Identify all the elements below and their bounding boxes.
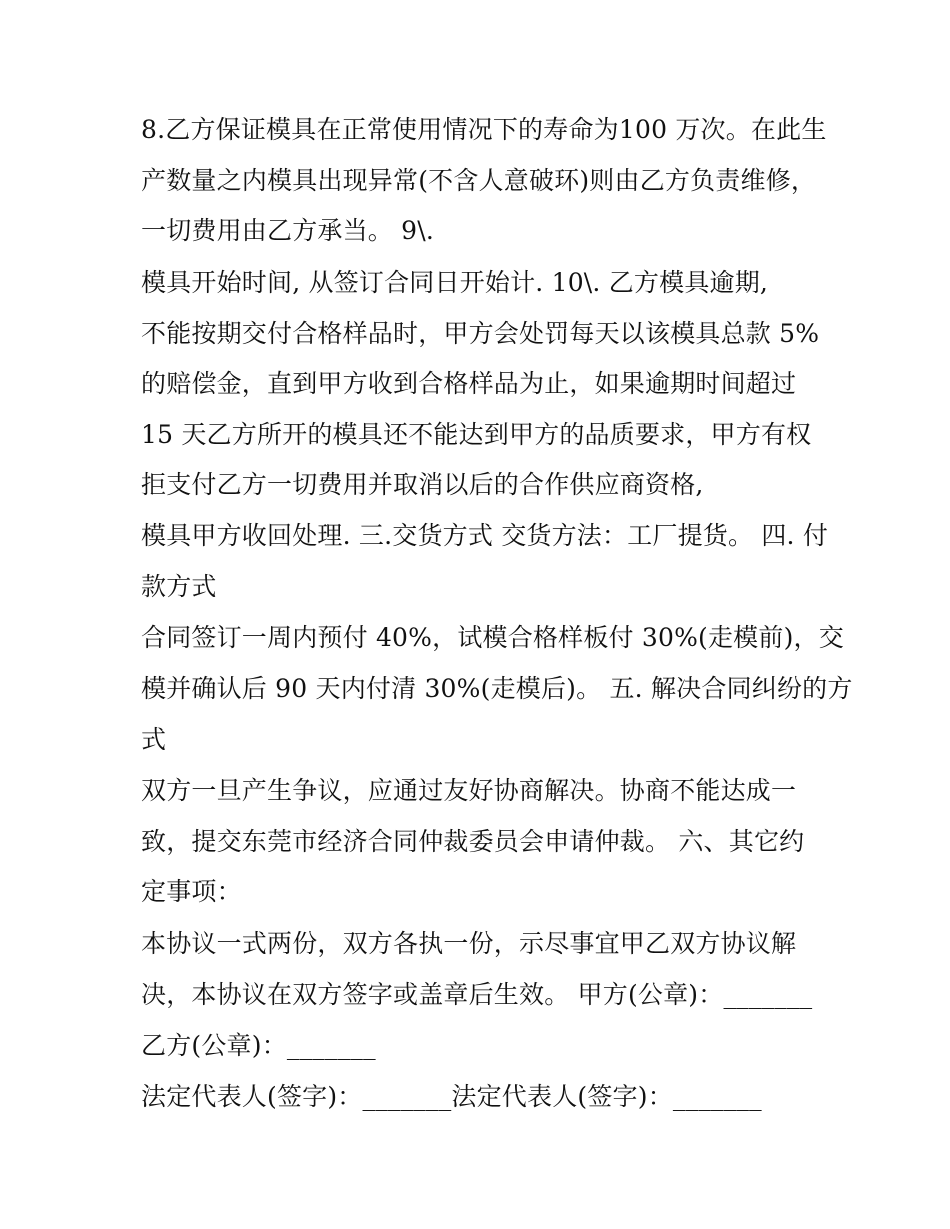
text-line: 拒支付乙方一切费用并取消以后的合作供应商资格, xyxy=(141,470,704,499)
text-line: 乙方(公章)：_______ xyxy=(141,1031,376,1060)
text-line: 不能按期交付合格样品时，甲方会处罚每天以该模具总款 5% xyxy=(141,319,820,348)
text-line: 8.乙方保证模具在正常使用情况下的寿命为100 万次。在此生 xyxy=(141,115,827,144)
text-line: 决，本协议在双方签字或盖章后生效。 甲方(公章)：_______ xyxy=(141,980,813,1009)
text-line: 式 xyxy=(141,725,167,754)
text-line: 模具开始时间, 从签订合同日开始计. 10\. 乙方模具逾期, xyxy=(141,268,769,297)
text-line: 的赔偿金，直到甲方收到合格样品为止，如果逾期时间超过 xyxy=(141,369,797,398)
text-line: 合同签订一周内预付 40%，试模合格样板付 30%(走模前)，交 xyxy=(141,623,844,652)
text-line: 模并确认后 90 天内付清 30%(走模后)。 五. 解决合同纠纷的方 xyxy=(141,674,853,703)
text-line: 本协议一式两份，双方各执一份，示尽事宜甲乙双方协议解 xyxy=(141,929,797,958)
text-line: 产数量之内模具出现异常(不含人意破环)则由乙方负责维修， xyxy=(141,166,817,195)
text-line: 一切费用由乙方承当。 9\. xyxy=(141,216,435,245)
text-line: 法定代表人(签字)：_______法定代表人(签字)：_______ xyxy=(141,1082,762,1111)
text-line: 款方式 xyxy=(141,572,217,601)
text-line: 双方一旦产生争议，应通过友好协商解决。协商不能达成一 xyxy=(141,776,797,805)
text-line: 模具甲方收回处理. 三.交货方式 交货方法：工厂提货。 四. 付 xyxy=(141,521,829,550)
text-line: 15 天乙方所开的模具还不能达到甲方的品质要求，甲方有权 xyxy=(141,420,812,449)
text-line: 致，提交东莞市经济合同仲裁委员会申请仲裁。 六、其它约 xyxy=(141,827,805,856)
text-line: 定事项： xyxy=(141,877,242,906)
